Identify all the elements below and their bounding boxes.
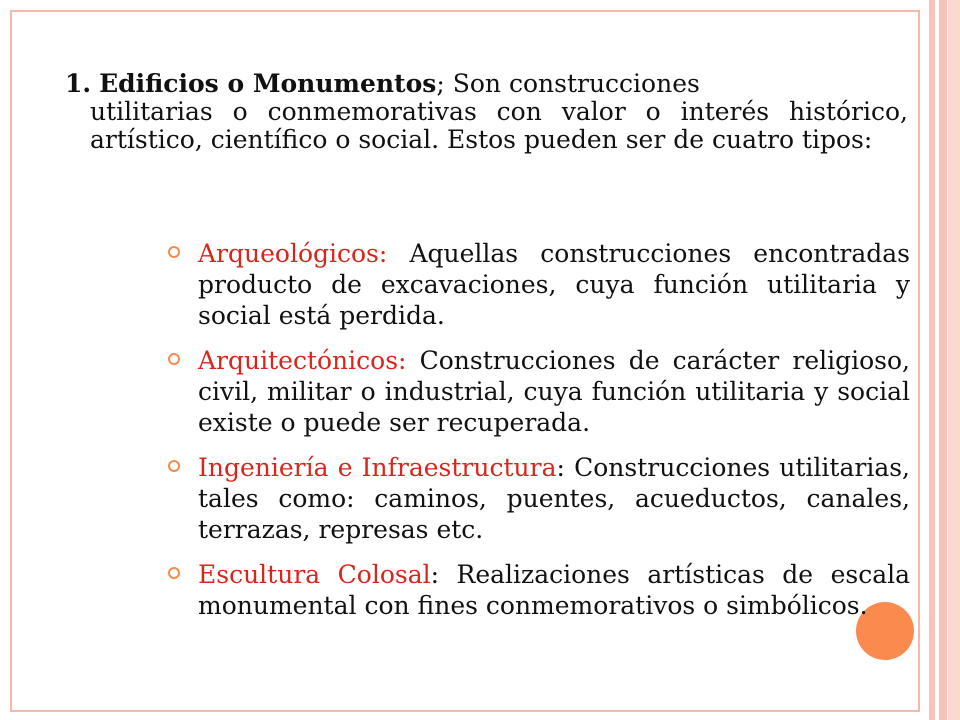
intro-paragraph xyxy=(65,70,908,154)
list-item xyxy=(168,452,910,545)
bullet-circle-icon xyxy=(168,567,180,579)
bullet-text: Realizaciones artísticas de escala monumental con fines conmemorativos o simbólicos. xyxy=(198,560,910,620)
bullet-text: Aquellas construcciones encontradas producto de excavaciones, cuya función utilitaria y social está perdida. xyxy=(198,239,910,330)
bullet-text: Construcciones utilitarias, tales como: caminos, puentes, acueductos, canales, terrazas, represas etc. xyxy=(198,453,910,544)
list-item xyxy=(168,345,910,438)
decorative-stripe xyxy=(948,0,960,720)
intro-separator: ; xyxy=(436,69,445,98)
bullet-circle-icon xyxy=(168,246,180,258)
bullet-circle-icon xyxy=(168,353,180,365)
bullet-separator: : xyxy=(556,453,565,482)
bullet-list xyxy=(168,238,910,635)
bullet-term: Escultura Colosal xyxy=(198,560,431,589)
decorative-stripe xyxy=(929,0,935,720)
list-item xyxy=(168,559,910,621)
list-item xyxy=(168,238,910,331)
decorative-stripe xyxy=(939,0,947,720)
bullet-separator: : xyxy=(430,560,440,589)
intro-number: 1. xyxy=(65,69,92,98)
intro-text-rest: utilitarias o conmemorativas con valor o interés histórico, artístico, científico o social. Estos pueden ser de cuatro tipos: xyxy=(90,97,908,154)
bullet-text: Construcciones de carácter religioso, civil, militar o industrial, cuya función utilitaria y social existe o puede ser recuperada. xyxy=(198,346,910,437)
bullet-term: Arquitectónicos: xyxy=(198,346,407,375)
decorative-stripe-gap xyxy=(936,0,938,720)
intro-text-first: Son construcciones xyxy=(444,69,700,98)
bullet-circle-icon xyxy=(168,460,180,472)
bullet-term: Arqueológicos: xyxy=(198,239,388,268)
intro-heading: Edificios o Monumentos xyxy=(99,69,437,98)
bullet-term: Ingeniería e Infraestructura xyxy=(198,453,557,482)
